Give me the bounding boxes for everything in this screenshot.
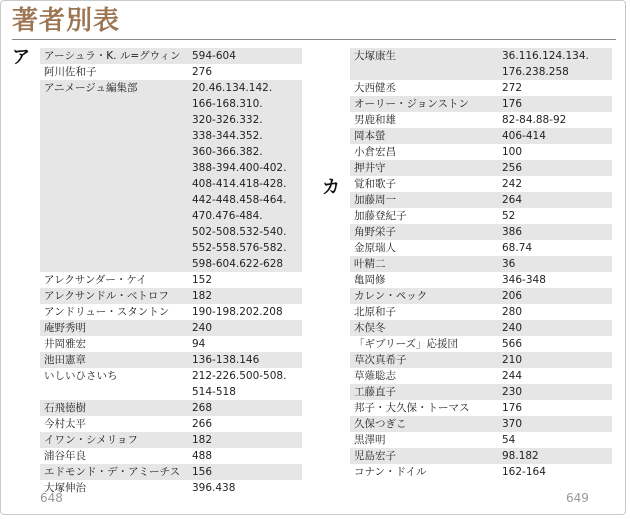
author-name: 北原和子 — [354, 306, 396, 318]
author-entry — [350, 384, 612, 400]
author-entry — [40, 400, 302, 416]
author-name: 石飛徳樹 — [44, 402, 86, 414]
author-name: 草薙聡志 — [354, 370, 396, 382]
page-references: 386 — [502, 226, 523, 238]
page-number-right: 649 — [566, 491, 589, 505]
author-entry — [40, 80, 302, 272]
author-name: 庵野秀明 — [44, 322, 86, 334]
author-entry — [350, 160, 612, 176]
author-entry — [350, 208, 612, 224]
author-name: 大塚康生 — [354, 50, 396, 62]
author-name: 木俣冬 — [354, 322, 386, 334]
author-name: オーリー・ジョンストン — [354, 98, 469, 110]
page-references: 206 — [502, 290, 523, 302]
author-entry — [350, 400, 612, 416]
author-name: アンドリュー・スタントン — [44, 306, 170, 318]
page-references: 176 — [502, 98, 523, 110]
page-references: 256 — [502, 162, 523, 174]
author-name: 加藤周一 — [354, 194, 396, 206]
page-references: 244 — [502, 370, 523, 382]
author-entry — [350, 144, 612, 160]
author-entry — [350, 336, 612, 352]
page-references: 156 — [192, 466, 213, 478]
author-entry — [40, 368, 302, 400]
page-references: 566 — [502, 338, 523, 350]
page-references: 266 — [192, 418, 213, 430]
author-name: 叶精二 — [354, 258, 386, 270]
page-references: 396.438 — [192, 482, 236, 494]
page-references: 100 — [502, 146, 523, 158]
author-entry — [350, 192, 612, 208]
page-references: 182 — [192, 290, 213, 302]
page-references: 264 — [502, 194, 523, 206]
page-references: 370 — [502, 418, 523, 430]
page-references: 406-414 — [502, 130, 546, 142]
author-name: 大塚伸治 — [44, 482, 86, 494]
page-references: 136-138.146 — [192, 354, 260, 366]
author-entry — [350, 368, 612, 384]
title-rule — [12, 39, 616, 40]
author-entry — [350, 48, 612, 80]
author-entry — [350, 256, 612, 272]
author-entry — [350, 352, 612, 368]
page-references: 94 — [192, 338, 206, 350]
author-name: 押井守 — [354, 162, 386, 174]
author-entry — [40, 336, 302, 352]
author-name: イワン・シメリョフ — [44, 434, 138, 446]
author-name: 黒澤明 — [354, 434, 386, 446]
page-references: 20.46.134.142. 166-168.310. 320-326.332. 338-344.352. 360-366.382. 388-394.400-402. 408-414.418-428. 442-448.458-464. 470.476-484. 502-508.532-540. 552-558.576-582. 598-604.622-628 — [192, 82, 287, 270]
author-entry — [40, 448, 302, 464]
author-entry — [40, 272, 302, 288]
page-number-left: 648 — [40, 491, 63, 505]
author-name: 工藤直子 — [354, 386, 396, 398]
page-references: 240 — [502, 322, 523, 334]
page-references: 242 — [502, 178, 523, 190]
author-name: コナン・ドイル — [354, 466, 427, 478]
page-references: 240 — [192, 322, 213, 334]
page-references: 488 — [192, 450, 213, 462]
author-entry — [40, 48, 302, 64]
author-entry — [40, 320, 302, 336]
author-name: アーシュラ・K. ル=グウィン — [44, 50, 181, 62]
author-name: エドモンド・デ・アミーチス — [44, 466, 181, 478]
author-name: 「ギブリーズ」応援団 — [354, 338, 459, 350]
author-entry — [40, 352, 302, 368]
author-name: 今村太平 — [44, 418, 86, 430]
author-name: カレン・ペック — [354, 290, 428, 302]
author-name: 小倉宏昌 — [354, 146, 396, 158]
author-entry — [350, 464, 612, 480]
page-references: 52 — [502, 210, 516, 222]
page-references: 594-604 — [192, 50, 236, 62]
author-name: 大西健丞 — [354, 82, 396, 94]
page-references: 36.116.124.134. 176.238.258 — [502, 50, 589, 78]
author-name: 井岡雅宏 — [44, 338, 86, 350]
author-name: 池田憲章 — [44, 354, 86, 366]
author-entry — [350, 96, 612, 112]
section-a-heading: ア — [12, 47, 30, 68]
author-entry — [40, 64, 302, 80]
author-name: 阿川佐和子 — [44, 66, 97, 78]
page-references: 276 — [192, 66, 213, 78]
page-references: 268 — [192, 402, 213, 414]
author-entry — [350, 448, 612, 464]
author-entry — [350, 128, 612, 144]
author-name: 角野栄子 — [354, 226, 396, 238]
page-references: 346-348 — [502, 274, 546, 286]
author-entry — [40, 416, 302, 432]
page-references: 152 — [192, 274, 213, 286]
page-title: 著者別表 — [12, 6, 121, 36]
author-name: アニメージュ編集部 — [44, 82, 138, 94]
author-entry — [350, 432, 612, 448]
author-entry — [40, 480, 302, 496]
left-author-column — [40, 48, 302, 496]
author-entry — [350, 176, 612, 192]
page-references: 176 — [502, 402, 523, 414]
author-name: 邦子・大久保・トーマス — [354, 402, 470, 414]
author-name: いしいひさいち — [44, 370, 118, 382]
author-name: 加藤登紀子 — [354, 210, 407, 222]
page-references: 162-164 — [502, 466, 546, 478]
author-entry — [40, 432, 302, 448]
author-entry — [350, 224, 612, 240]
author-entry — [350, 320, 612, 336]
author-name: 浦谷年良 — [44, 450, 86, 462]
page-references: 54 — [502, 434, 516, 446]
page-references: 98.182 — [502, 450, 539, 462]
author-name: 草次真希子 — [354, 354, 407, 366]
page-references: 182 — [192, 434, 213, 446]
page-references: 36 — [502, 258, 516, 270]
author-name: 覚和歌子 — [354, 178, 396, 190]
page-references: 212-226.500-508. 514-518 — [192, 370, 287, 398]
right-author-column — [350, 48, 612, 480]
author-entry — [350, 288, 612, 304]
page-references: 68.74 — [502, 242, 533, 254]
section-ka-heading: カ — [322, 177, 340, 198]
author-name: 金原瑞人 — [354, 242, 396, 254]
author-entry — [350, 304, 612, 320]
author-entry — [40, 464, 302, 480]
author-name: 児島宏子 — [354, 450, 396, 462]
author-entry — [40, 288, 302, 304]
author-name: 岡本螢 — [354, 130, 386, 142]
page-references: 272 — [502, 82, 523, 94]
author-name: 男鹿和雄 — [354, 114, 396, 126]
page-references: 280 — [502, 306, 523, 318]
author-entry — [40, 304, 302, 320]
author-entry — [350, 112, 612, 128]
page-references: 210 — [502, 354, 523, 366]
author-entry — [350, 80, 612, 96]
page-references: 230 — [502, 386, 523, 398]
author-name: アレクサンダー・ケイ — [44, 274, 147, 286]
author-name: 亀岡修 — [354, 274, 386, 286]
author-name: アレクサンドル・ベトロフ — [44, 290, 169, 302]
author-entry — [350, 240, 612, 256]
author-entry — [350, 272, 612, 288]
author-name: 久保つぎこ — [354, 418, 407, 430]
page-references: 190-198.202.208 — [192, 306, 283, 318]
page-references: 82-84.88-92 — [502, 114, 567, 126]
author-entry — [350, 416, 612, 432]
